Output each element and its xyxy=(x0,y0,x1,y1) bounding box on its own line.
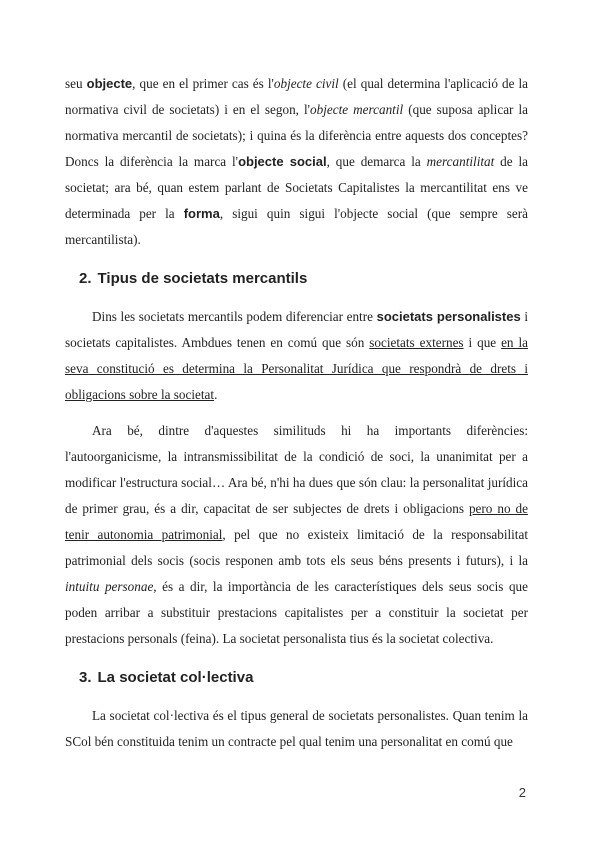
text-run: , que en el primer cas és l' xyxy=(132,76,274,91)
text-run: (el qual determina l'aplicació de la normativa civil de societats) i en el segon, l' xyxy=(65,76,528,117)
text-run: , sigui quin sigui l'objecte social (que sempre serà mercantilista). xyxy=(65,206,528,247)
underlined-personalitat-juridica: en la seva constitució es determina la Personalitat Jurídica que respondrà de drets i obligacions sobre la societat xyxy=(65,335,528,402)
text-run: (que suposa aplicar la normativa mercantil de societats); i quina és la diferència entre aquests dos conceptes? Doncs la diferència la marca l' xyxy=(65,102,528,169)
text-run: i societats capitalistes. Ambdues tenen en comú que són xyxy=(65,309,529,350)
underlined-autonomia-patrimonial: pero no de tenir autonomia patrimonial xyxy=(65,501,528,542)
heading-number: 2. xyxy=(79,270,92,287)
italic-term-mercantilitat: mercantilitat xyxy=(426,154,495,169)
paragraph-tipus xyxy=(65,304,528,408)
page-content xyxy=(65,71,528,765)
heading-title: Tipus de societats mercantils xyxy=(97,270,308,287)
paragraph-objecte xyxy=(65,71,528,253)
bold-term-forma: forma xyxy=(183,206,220,221)
heading-number: 3. xyxy=(79,669,92,686)
page-number: 2 xyxy=(518,785,526,800)
text-run: de la societat; ara bé, quan estem parlant de Societats Capitalistes la mercantilitat ens ve determinada per la xyxy=(65,154,528,221)
underlined-societats-externes: societats externes xyxy=(369,335,464,350)
italic-term-objecte-mercantil: objecte mercantil xyxy=(310,102,404,117)
paragraph-societat-collectiva xyxy=(65,703,528,755)
text-run: . xyxy=(214,387,218,402)
bold-term-objecte-social: objecte social xyxy=(238,154,327,169)
text-run: Ara bé, dintre d'aquestes similituds hi ha importants diferències: l'autoorganicisme, la intransmissibilitat de la condició de soci, la unanimitat per a modificar l'estructura social… Ara bé, n'hi ha dues que són clau: la personalitat jurídica de primer grau, és a dir, capacitat de ser subjectes de drets i obligacions xyxy=(65,423,528,516)
italic-term-objecte-civil: objecte civil xyxy=(273,76,339,91)
section-heading-3 xyxy=(79,668,528,688)
text-run: i que xyxy=(463,335,502,350)
text-run: La societat col·lectiva és el tipus general de societats personalistes. Quan tenim la SCol bén constituida tenim un contracte pel qual tenim una personalitat en comú que xyxy=(65,708,528,749)
italic-term-intuitu-personae: intuitu personae xyxy=(65,579,154,594)
bold-term-objecte: objecte xyxy=(86,76,133,91)
heading-title: La societat col·lectiva xyxy=(97,669,254,686)
bold-term-societats-personalistes: societats personalistes xyxy=(376,309,521,324)
section-heading-2 xyxy=(79,269,528,289)
text-run: seu xyxy=(65,76,87,91)
text-run: Dins les societats mercantils podem diferenciar entre xyxy=(92,309,377,324)
text-run: , és a dir, la importància de les característiques dels seus socis que poden arribar a substituir prestacions capitalistes per a constituir la societat per prestacions personals (feina). La societat personalista tius és la societat colectiva. xyxy=(65,579,528,646)
text-run: , que demarca la xyxy=(326,154,427,169)
text-run: , pel que no existeix limitació de la responsabilitat patrimonial dels socis (socis responen amb tots els seus béns presents i futurs), i la xyxy=(65,527,528,568)
paragraph-diferencies xyxy=(65,418,528,652)
